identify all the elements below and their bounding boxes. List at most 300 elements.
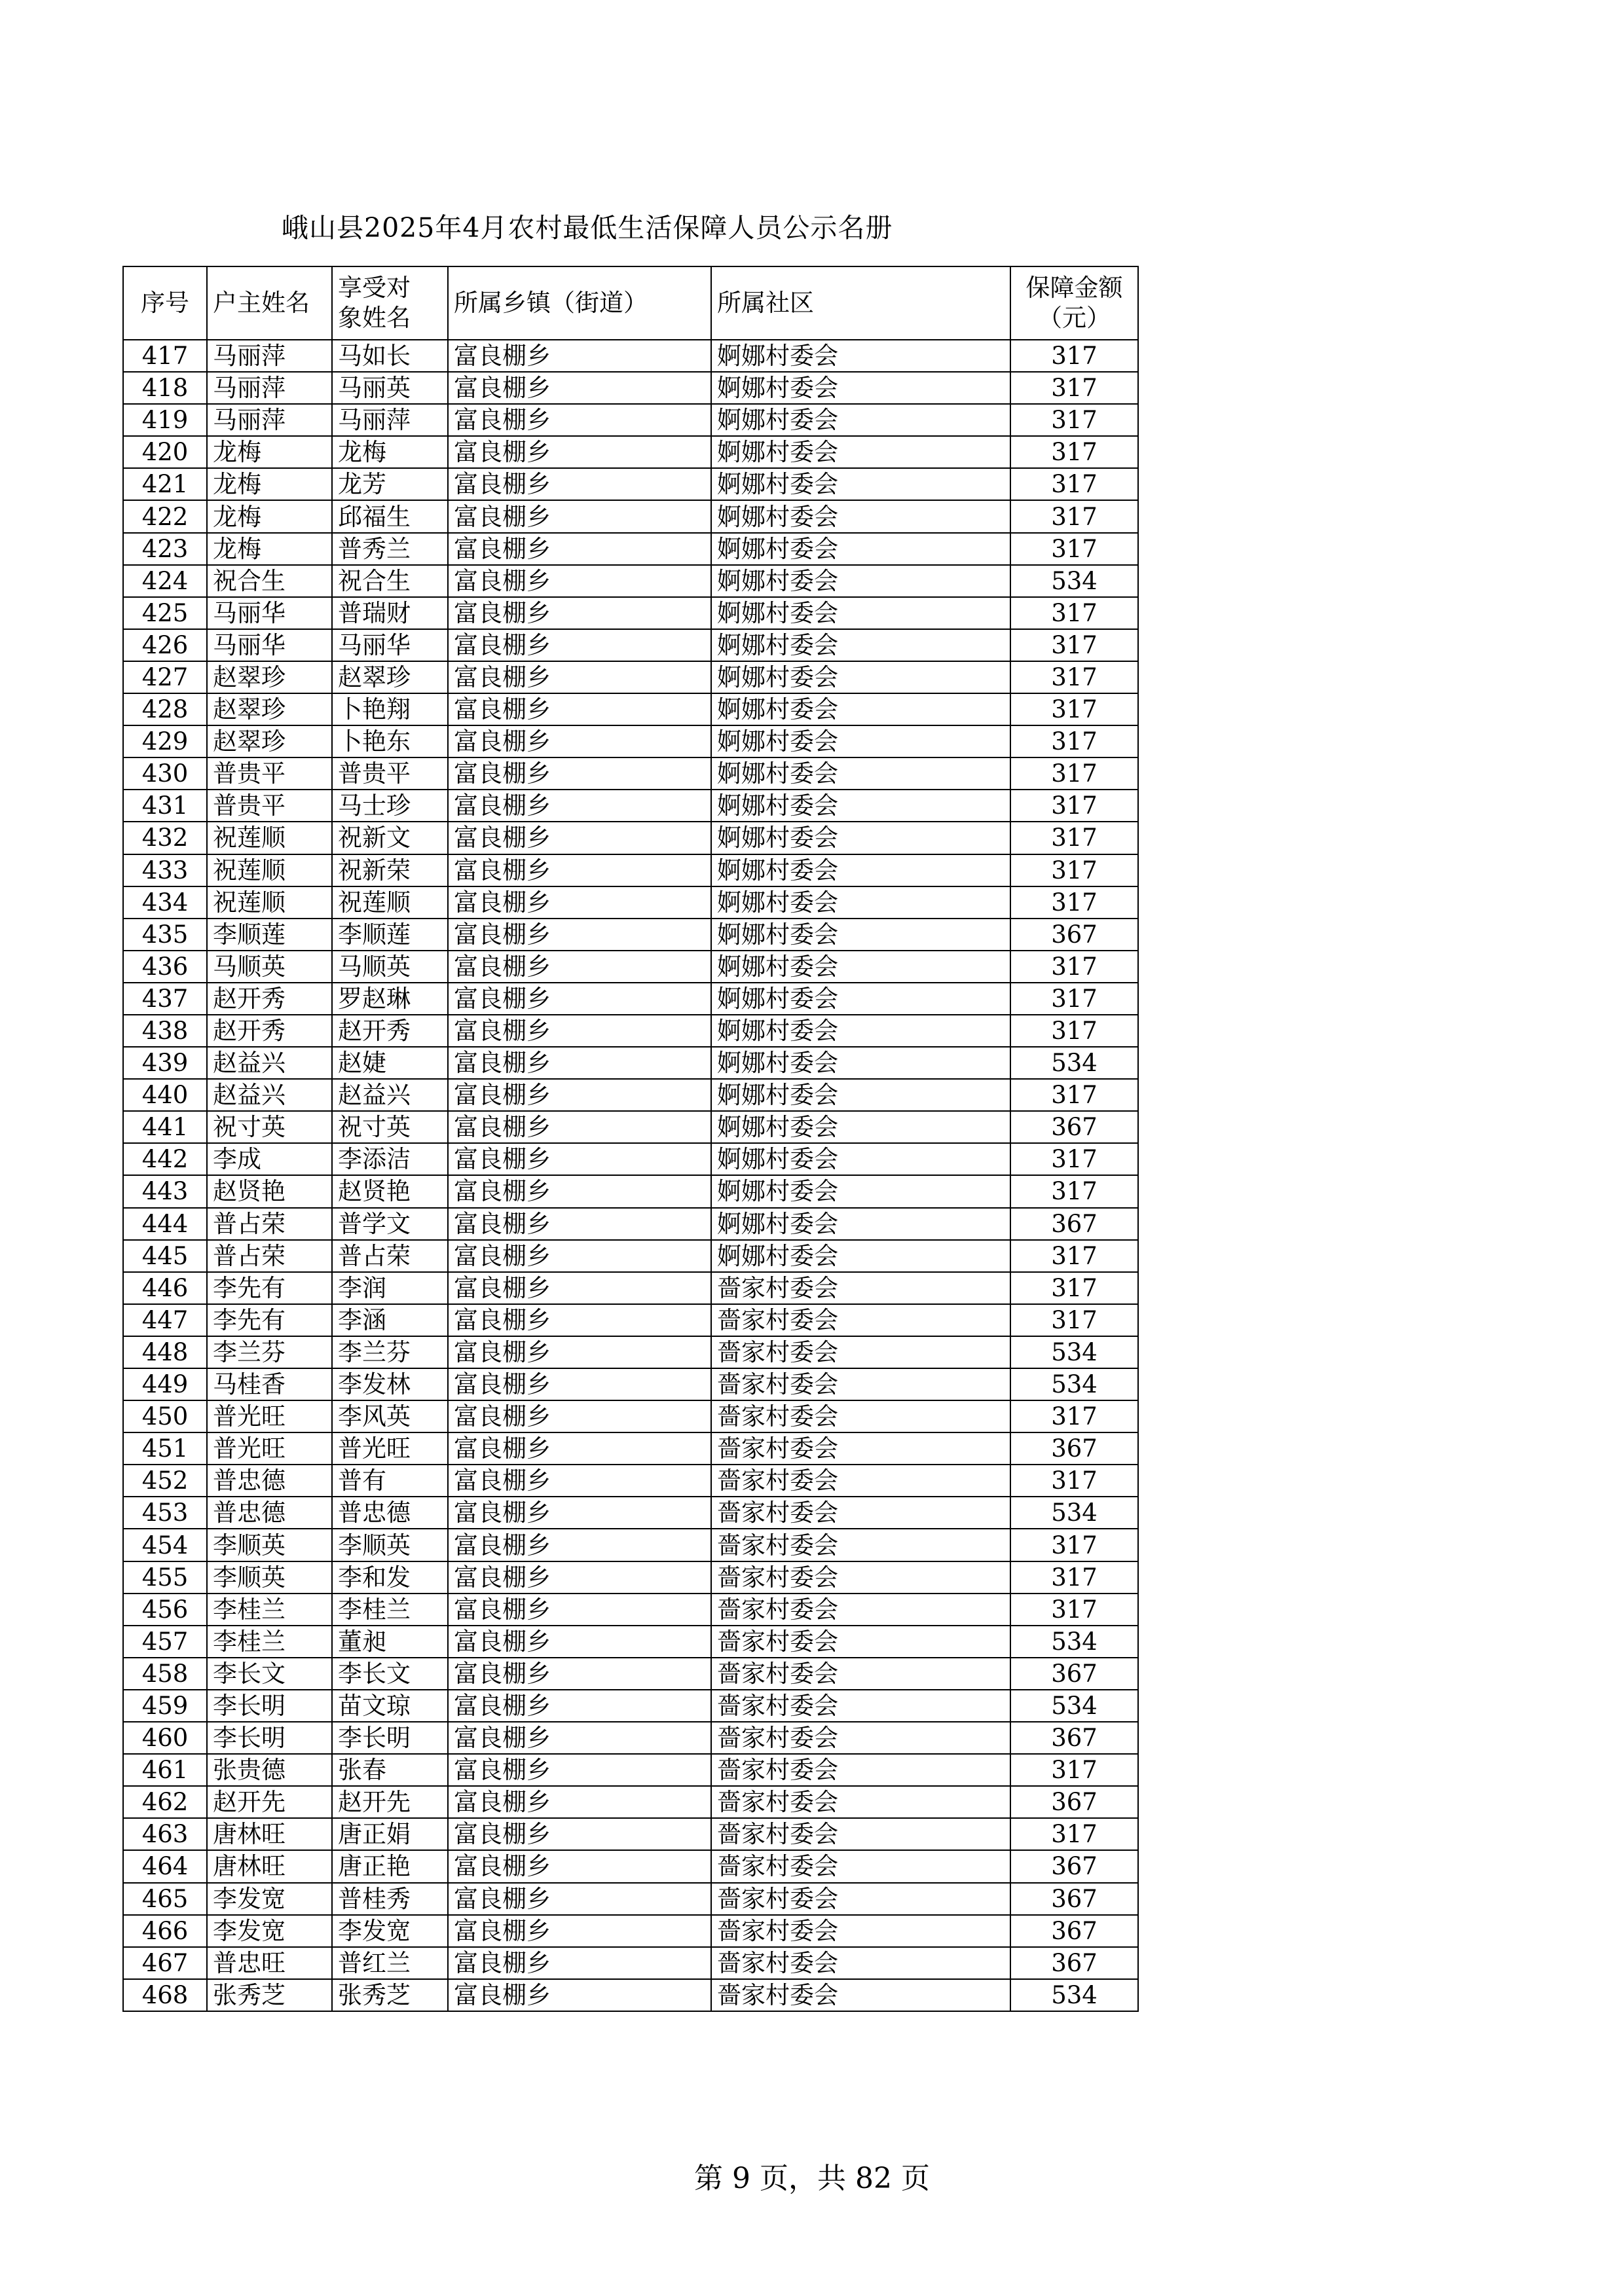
cell-beneficiary: 祝新文 [332,822,448,854]
cell-beneficiary: 邱福生 [332,500,448,532]
cell-community: 嗇家村委会 [711,1722,1010,1754]
table-row [123,1175,1138,1207]
cell-community: 嗇家村委会 [711,1626,1010,1658]
table-row [123,1883,1138,1915]
table-row [123,1079,1138,1111]
cell-community: 婀娜村委会 [711,404,1010,436]
cell-amount: 317 [1010,661,1138,693]
cell-household-head: 赵翠珍 [207,725,332,757]
cell-community: 婀娜村委会 [711,693,1010,725]
cell-seq: 446 [123,1272,207,1304]
table-row [123,661,1138,693]
cell-town: 富良棚乡 [448,372,711,404]
cell-town: 富良棚乡 [448,533,711,565]
cell-beneficiary: 赵开先 [332,1786,448,1818]
cell-seq: 434 [123,886,207,919]
cell-community: 嗇家村委会 [711,1432,1010,1465]
cell-seq: 451 [123,1432,207,1465]
table-row [123,790,1138,822]
cell-seq: 464 [123,1850,207,1882]
cell-amount: 317 [1010,1594,1138,1626]
table-row [123,1240,1138,1272]
table-row [123,1047,1138,1079]
cell-community: 婀娜村委会 [711,533,1010,565]
cell-beneficiary: 卜艳东 [332,725,448,757]
cell-town: 富良棚乡 [448,1432,711,1465]
cell-household-head: 李桂兰 [207,1626,332,1658]
cell-seq: 466 [123,1915,207,1947]
cell-community: 婀娜村委会 [711,983,1010,1015]
col-header-town: 所属乡镇（街道） [448,266,711,340]
cell-beneficiary: 祝寸英 [332,1111,448,1143]
cell-beneficiary: 普秀兰 [332,533,448,565]
cell-household-head: 李先有 [207,1272,332,1304]
cell-amount: 317 [1010,1818,1138,1850]
cell-town: 富良棚乡 [448,1947,711,1979]
cell-town: 富良棚乡 [448,1304,711,1336]
cell-amount: 317 [1010,533,1138,565]
table-row [123,1272,1138,1304]
cell-beneficiary: 普贵平 [332,757,448,790]
cell-amount: 367 [1010,1208,1138,1240]
cell-seq: 428 [123,693,207,725]
cell-household-head: 祝合生 [207,565,332,597]
col-header-seq: 序号 [123,266,207,340]
cell-town: 富良棚乡 [448,1561,711,1594]
cell-town: 富良棚乡 [448,886,711,919]
cell-town: 富良棚乡 [448,1240,711,1272]
cell-household-head: 龙梅 [207,500,332,532]
cell-amount: 317 [1010,1240,1138,1272]
cell-community: 嗇家村委会 [711,1561,1010,1594]
cell-town: 富良棚乡 [448,1722,711,1754]
cell-community: 婀娜村委会 [711,1015,1010,1047]
cell-seq: 418 [123,372,207,404]
cell-seq: 429 [123,725,207,757]
cell-amount: 317 [1010,500,1138,532]
cell-seq: 427 [123,661,207,693]
cell-town: 富良棚乡 [448,500,711,532]
cell-community: 婀娜村委会 [711,1208,1010,1240]
cell-town: 富良棚乡 [448,757,711,790]
cell-community: 婀娜村委会 [711,757,1010,790]
cell-town: 富良棚乡 [448,436,711,468]
cell-amount: 367 [1010,1658,1138,1690]
cell-household-head: 李长明 [207,1690,332,1722]
cell-beneficiary: 李桂兰 [332,1594,448,1626]
cell-beneficiary: 卜艳翔 [332,693,448,725]
cell-seq: 465 [123,1883,207,1915]
cell-seq: 435 [123,919,207,951]
cell-town: 富良棚乡 [448,1497,711,1529]
cell-town: 富良棚乡 [448,725,711,757]
table-body [123,340,1138,2011]
cell-beneficiary: 赵贤艳 [332,1175,448,1207]
cell-community: 婀娜村委会 [711,919,1010,951]
cell-amount: 534 [1010,1368,1138,1400]
table-row [123,1529,1138,1561]
cell-seq: 462 [123,1786,207,1818]
cell-amount: 317 [1010,822,1138,854]
cell-beneficiary: 李添洁 [332,1143,448,1175]
table-row [123,1722,1138,1754]
cell-seq: 440 [123,1079,207,1111]
cell-seq: 450 [123,1400,207,1432]
table-row [123,983,1138,1015]
cell-seq: 438 [123,1015,207,1047]
col-header-amount [1010,266,1138,340]
cell-household-head: 李发宽 [207,1915,332,1947]
cell-seq: 452 [123,1465,207,1497]
cell-community: 嗇家村委会 [711,1658,1010,1690]
cell-community: 嗇家村委会 [711,1336,1010,1368]
cell-amount: 317 [1010,757,1138,790]
cell-amount: 534 [1010,565,1138,597]
cell-community: 嗇家村委会 [711,1979,1010,2011]
cell-household-head: 张秀芝 [207,1979,332,2011]
cell-household-head: 赵开秀 [207,983,332,1015]
cell-household-head: 马丽华 [207,629,332,661]
cell-beneficiary: 赵翠珍 [332,661,448,693]
cell-beneficiary: 普红兰 [332,1947,448,1979]
cell-amount: 317 [1010,372,1138,404]
cell-town: 富良棚乡 [448,1818,711,1850]
cell-amount: 317 [1010,436,1138,468]
cell-seq: 443 [123,1175,207,1207]
col-header-beneficiary [332,266,448,340]
cell-seq: 460 [123,1722,207,1754]
cell-beneficiary: 普瑞财 [332,597,448,629]
cell-household-head: 普忠德 [207,1497,332,1529]
roster-table [122,266,1139,2012]
cell-beneficiary: 李和发 [332,1561,448,1594]
cell-community: 婀娜村委会 [711,1111,1010,1143]
cell-community: 嗇家村委会 [711,1400,1010,1432]
cell-town: 富良棚乡 [448,1015,711,1047]
cell-amount: 317 [1010,597,1138,629]
cell-town: 富良棚乡 [448,1883,711,1915]
cell-beneficiary: 赵婕 [332,1047,448,1079]
cell-town: 富良棚乡 [448,1465,711,1497]
cell-seq: 454 [123,1529,207,1561]
cell-beneficiary: 马士珍 [332,790,448,822]
cell-household-head: 普光旺 [207,1432,332,1465]
table-row [123,1015,1138,1047]
table-header [123,266,1138,340]
cell-community: 婀娜村委会 [711,468,1010,500]
cell-household-head: 李发宽 [207,1883,332,1915]
cell-town: 富良棚乡 [448,1979,711,2011]
cell-household-head: 普忠德 [207,1465,332,1497]
cell-amount: 317 [1010,790,1138,822]
cell-amount: 317 [1010,886,1138,919]
cell-town: 富良棚乡 [448,1529,711,1561]
cell-beneficiary: 龙梅 [332,436,448,468]
cell-town: 富良棚乡 [448,1272,711,1304]
table-row [123,1368,1138,1400]
page-footer: 第 9 页，共 82 页 [694,2162,930,2195]
table-row [123,1658,1138,1690]
cell-household-head: 普贵平 [207,757,332,790]
cell-beneficiary: 唐正艳 [332,1850,448,1882]
cell-seq: 445 [123,1240,207,1272]
cell-household-head: 马丽萍 [207,372,332,404]
cell-seq: 442 [123,1143,207,1175]
cell-seq: 425 [123,597,207,629]
cell-household-head: 唐林旺 [207,1818,332,1850]
cell-beneficiary: 普占荣 [332,1240,448,1272]
col-header-amount-line2: （元） [1038,304,1111,332]
cell-community: 婀娜村委会 [711,340,1010,372]
cell-household-head: 马丽华 [207,597,332,629]
cell-amount: 317 [1010,1175,1138,1207]
cell-amount: 317 [1010,693,1138,725]
table-row [123,404,1138,436]
cell-beneficiary: 马如长 [332,340,448,372]
cell-seq: 422 [123,500,207,532]
cell-town: 富良棚乡 [448,340,711,372]
cell-amount: 317 [1010,951,1138,983]
cell-town: 富良棚乡 [448,661,711,693]
cell-household-head: 龙梅 [207,468,332,500]
cell-seq: 458 [123,1658,207,1690]
cell-beneficiary: 普有 [332,1465,448,1497]
cell-amount: 317 [1010,983,1138,1015]
cell-household-head: 赵益兴 [207,1047,332,1079]
cell-beneficiary: 普光旺 [332,1432,448,1465]
cell-household-head: 李成 [207,1143,332,1175]
cell-community: 婀娜村委会 [711,790,1010,822]
cell-community: 婀娜村委会 [711,854,1010,886]
cell-seq: 463 [123,1818,207,1850]
table-row [123,372,1138,404]
cell-community: 婀娜村委会 [711,1047,1010,1079]
cell-household-head: 赵益兴 [207,1079,332,1111]
table-row [123,822,1138,854]
cell-town: 富良棚乡 [448,404,711,436]
cell-household-head: 李长文 [207,1658,332,1690]
cell-community: 婀娜村委会 [711,822,1010,854]
cell-community: 嗇家村委会 [711,1529,1010,1561]
cell-beneficiary: 李兰芬 [332,1336,448,1368]
cell-amount: 317 [1010,1465,1138,1497]
table-row [123,1594,1138,1626]
cell-seq: 455 [123,1561,207,1594]
cell-town: 富良棚乡 [448,1208,711,1240]
cell-amount: 317 [1010,725,1138,757]
cell-beneficiary: 马顺英 [332,951,448,983]
table-row [123,951,1138,983]
cell-seq: 426 [123,629,207,661]
cell-seq: 448 [123,1336,207,1368]
cell-seq: 456 [123,1594,207,1626]
cell-amount: 534 [1010,1979,1138,2011]
cell-community: 嗇家村委会 [711,1883,1010,1915]
cell-household-head: 赵翠珍 [207,661,332,693]
cell-beneficiary: 马丽萍 [332,404,448,436]
cell-amount: 317 [1010,1272,1138,1304]
cell-beneficiary: 李润 [332,1272,448,1304]
cell-seq: 449 [123,1368,207,1400]
col-header-amount-line1: 保障金额 [1025,274,1123,302]
cell-household-head: 普占荣 [207,1208,332,1240]
cell-beneficiary: 李长文 [332,1658,448,1690]
cell-amount: 317 [1010,1304,1138,1336]
cell-town: 富良棚乡 [448,951,711,983]
cell-household-head: 李桂兰 [207,1594,332,1626]
cell-community: 嗇家村委会 [711,1304,1010,1336]
cell-community: 婀娜村委会 [711,886,1010,919]
cell-household-head: 普占荣 [207,1240,332,1272]
cell-household-head: 马顺英 [207,951,332,983]
cell-town: 富良棚乡 [448,565,711,597]
cell-amount: 367 [1010,1850,1138,1882]
cell-beneficiary: 李涵 [332,1304,448,1336]
cell-beneficiary: 李顺英 [332,1529,448,1561]
cell-community: 婀娜村委会 [711,1143,1010,1175]
cell-household-head: 马丽萍 [207,404,332,436]
table-row [123,1979,1138,2011]
cell-beneficiary: 祝新荣 [332,854,448,886]
cell-seq: 439 [123,1047,207,1079]
cell-household-head: 祝莲顺 [207,886,332,919]
col-header-beneficiary-line1: 享受对 [338,274,411,302]
table-row [123,1400,1138,1432]
cell-amount: 367 [1010,1111,1138,1143]
cell-amount: 317 [1010,1079,1138,1111]
cell-amount: 317 [1010,340,1138,372]
table-row [123,500,1138,532]
cell-amount: 317 [1010,854,1138,886]
cell-seq: 430 [123,757,207,790]
cell-seq: 453 [123,1497,207,1529]
table-row [123,1561,1138,1594]
cell-household-head: 李顺英 [207,1529,332,1561]
table-row [123,1626,1138,1658]
cell-household-head: 普忠旺 [207,1947,332,1979]
cell-town: 富良棚乡 [448,1626,711,1658]
cell-seq: 447 [123,1304,207,1336]
cell-community: 嗇家村委会 [711,1915,1010,1947]
table-row [123,1754,1138,1786]
cell-seq: 444 [123,1208,207,1240]
document-title: 峨山县2025年4月农村最低生活保障人员公示名册 [282,212,893,244]
cell-beneficiary: 苗文琼 [332,1690,448,1722]
cell-beneficiary: 张秀芝 [332,1979,448,2011]
cell-community: 嗇家村委会 [711,1818,1010,1850]
cell-town: 富良棚乡 [448,1336,711,1368]
table-row [123,1818,1138,1850]
cell-seq: 441 [123,1111,207,1143]
table-row [123,1336,1138,1368]
cell-town: 富良棚乡 [448,1143,711,1175]
cell-amount: 367 [1010,1883,1138,1915]
cell-beneficiary: 张春 [332,1754,448,1786]
cell-beneficiary: 普桂秀 [332,1883,448,1915]
cell-beneficiary: 祝莲顺 [332,886,448,919]
cell-community: 嗇家村委会 [711,1850,1010,1882]
cell-beneficiary: 普学文 [332,1208,448,1240]
table-row [123,1947,1138,1979]
cell-seq: 424 [123,565,207,597]
table-row [123,1432,1138,1465]
table-row [123,1497,1138,1529]
cell-town: 富良棚乡 [448,1915,711,1947]
cell-seq: 419 [123,404,207,436]
table-row [123,468,1138,500]
cell-seq: 433 [123,854,207,886]
cell-household-head: 李长明 [207,1722,332,1754]
cell-household-head: 祝莲顺 [207,822,332,854]
cell-town: 富良棚乡 [448,597,711,629]
table-row [123,725,1138,757]
cell-beneficiary: 马丽英 [332,372,448,404]
cell-town: 富良棚乡 [448,919,711,951]
cell-beneficiary: 赵益兴 [332,1079,448,1111]
cell-amount: 534 [1010,1497,1138,1529]
cell-town: 富良棚乡 [448,983,711,1015]
cell-amount: 534 [1010,1626,1138,1658]
cell-beneficiary: 祝合生 [332,565,448,597]
cell-community: 婀娜村委会 [711,565,1010,597]
cell-town: 富良棚乡 [448,1368,711,1400]
cell-town: 富良棚乡 [448,1079,711,1111]
cell-household-head: 普光旺 [207,1400,332,1432]
cell-community: 婀娜村委会 [711,661,1010,693]
col-header-beneficiary-line2: 象姓名 [338,304,411,332]
cell-town: 富良棚乡 [448,629,711,661]
cell-amount: 367 [1010,919,1138,951]
table-row [123,1786,1138,1818]
cell-household-head: 赵开秀 [207,1015,332,1047]
cell-community: 婀娜村委会 [711,725,1010,757]
cell-seq: 468 [123,1979,207,2011]
cell-household-head: 马丽萍 [207,340,332,372]
cell-community: 婀娜村委会 [711,1079,1010,1111]
cell-town: 富良棚乡 [448,1690,711,1722]
cell-seq: 432 [123,822,207,854]
cell-town: 富良棚乡 [448,1754,711,1786]
table-row [123,629,1138,661]
cell-beneficiary: 马丽华 [332,629,448,661]
cell-seq: 461 [123,1754,207,1786]
cell-amount: 317 [1010,1015,1138,1047]
table-row [123,597,1138,629]
cell-amount: 317 [1010,1529,1138,1561]
table-row [123,565,1138,597]
cell-beneficiary: 李风英 [332,1400,448,1432]
cell-household-head: 祝莲顺 [207,854,332,886]
cell-town: 富良棚乡 [448,1786,711,1818]
cell-community: 婀娜村委会 [711,436,1010,468]
cell-community: 婀娜村委会 [711,597,1010,629]
cell-town: 富良棚乡 [448,1400,711,1432]
table-row [123,757,1138,790]
cell-community: 嗇家村委会 [711,1690,1010,1722]
cell-town: 富良棚乡 [448,790,711,822]
col-header-community: 所属社区 [711,266,1010,340]
cell-amount: 317 [1010,404,1138,436]
table-row [123,1690,1138,1722]
cell-household-head: 李先有 [207,1304,332,1336]
cell-community: 嗇家村委会 [711,1368,1010,1400]
cell-seq: 437 [123,983,207,1015]
cell-beneficiary: 普忠德 [332,1497,448,1529]
table-row [123,1304,1138,1336]
cell-seq: 417 [123,340,207,372]
header-row [123,266,1138,340]
cell-beneficiary: 罗赵琳 [332,983,448,1015]
